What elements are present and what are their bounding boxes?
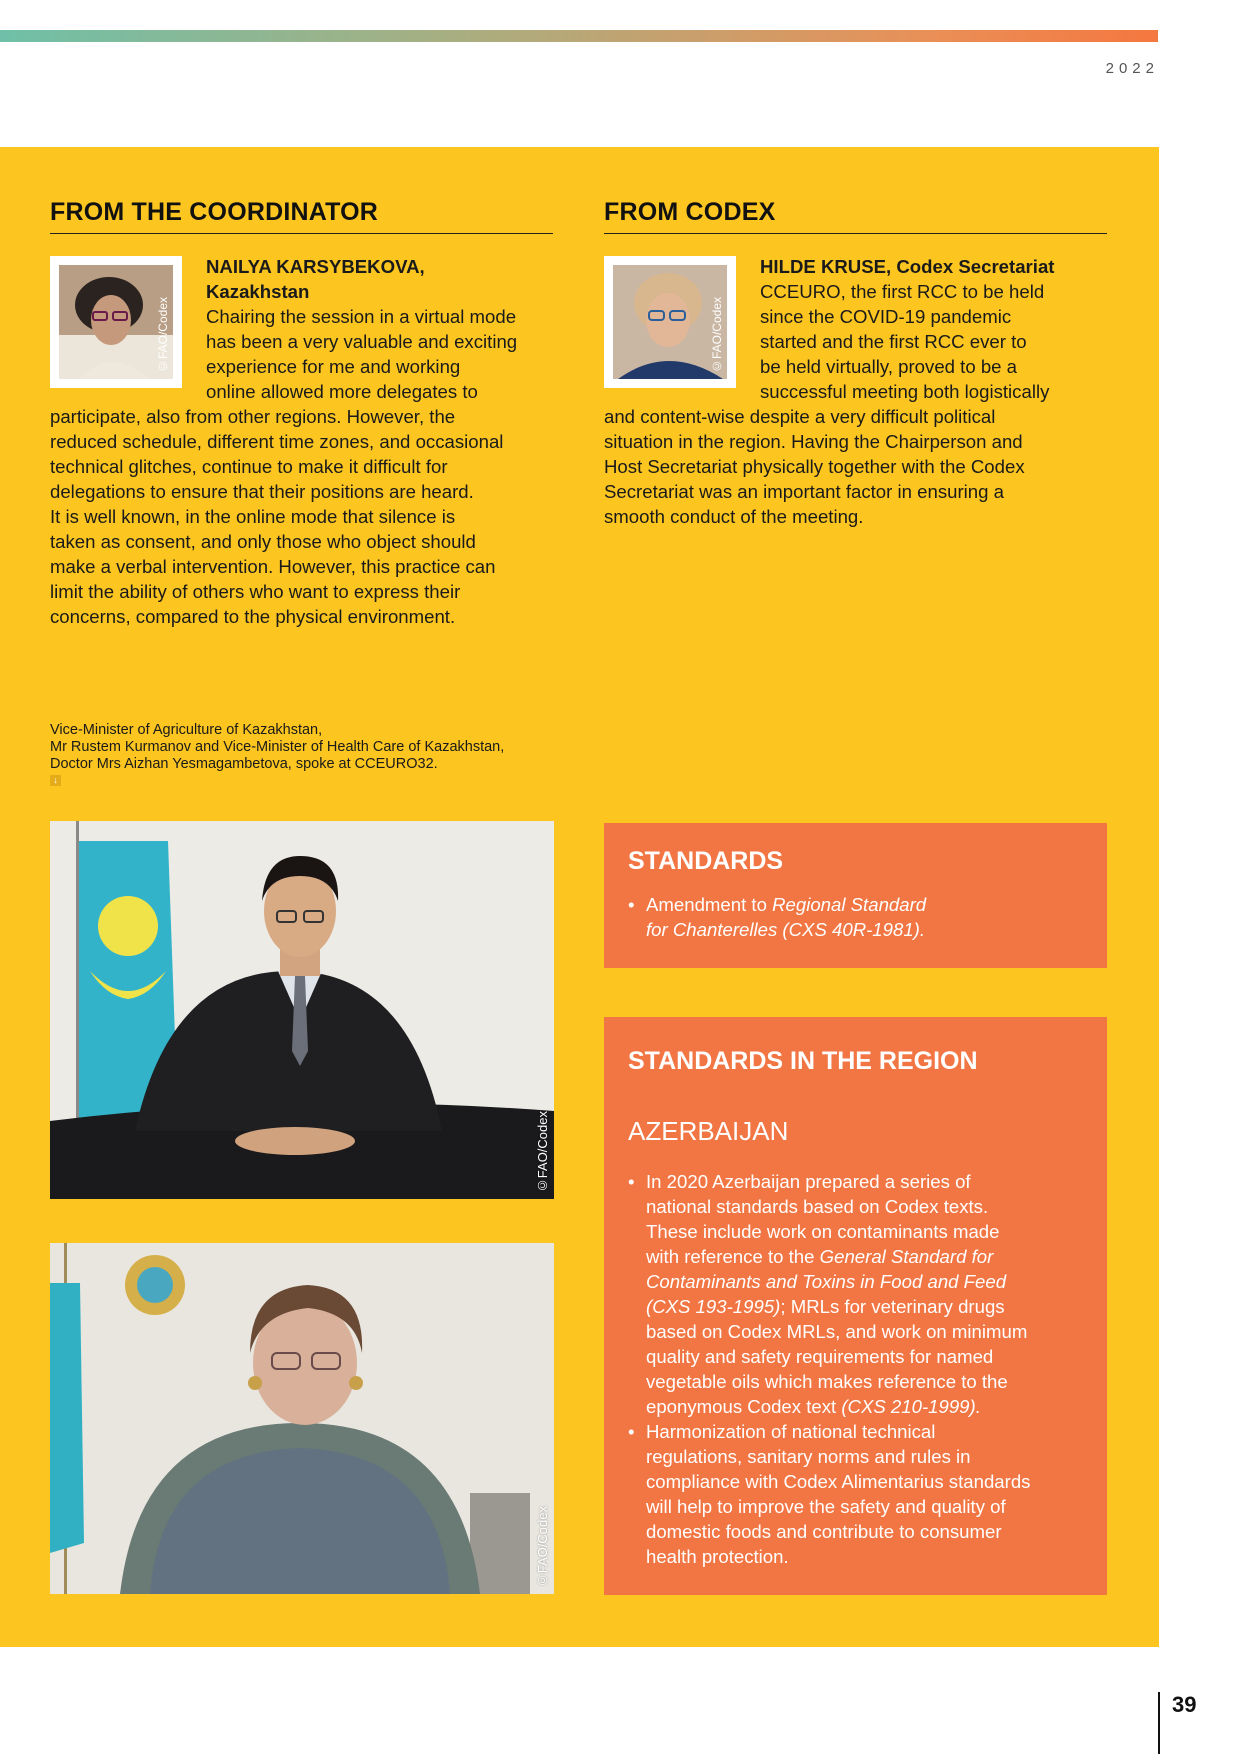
standards-box — [604, 823, 1107, 968]
text-line: Secretariat was an important factor in ensuring a — [604, 481, 1004, 502]
text-line: taken as consent, and only those who object should — [50, 531, 476, 552]
text-line: successful meeting both logistically — [760, 381, 1050, 402]
text-line: be held virtually, proved to be a — [760, 356, 1018, 377]
text-line: and content-wise despite a very difficult political — [604, 406, 996, 427]
text-line: based on Codex MRLs, and work on minimum — [646, 1321, 1028, 1342]
codex-heading: FROM CODEX — [604, 198, 1107, 234]
text-line: vegetable oils which makes reference to the — [646, 1371, 1008, 1392]
codex-name: HILDE KRUSE, Codex Secretariat — [760, 256, 1055, 277]
text-line: quality and safety requirements for named — [646, 1346, 994, 1367]
text-punct: . — [975, 1396, 981, 1417]
photo-illustration — [50, 821, 554, 1199]
text-line: limit the ability of others who want to express their — [50, 581, 461, 602]
caption-line: Mr Rustem Kurmanov and Vice-Minister of Health Care of Kazakhstan, — [50, 739, 505, 755]
text-line: with reference to the — [646, 1246, 820, 1267]
text-line: domestic foods and contribute to consumer — [646, 1521, 1002, 1542]
list-item — [628, 892, 1083, 942]
region-heading: STANDARDS IN THE REGION — [628, 1047, 978, 1075]
coordinator-heading: FROM THE COORDINATOR — [50, 198, 553, 234]
list-item — [628, 1169, 1083, 1419]
region-standards-box — [604, 1017, 1107, 1595]
text-line: delegations to ensure that their positions are heard. — [50, 481, 474, 502]
standard-code: (CXS 193-1995) — [646, 1296, 781, 1317]
text-line: smooth conduct of the meeting. — [604, 506, 864, 527]
coordinator-name: NAILYA KARSYBEKOVA, — [206, 256, 425, 277]
text-line: has been a very valuable and exciting — [206, 331, 518, 352]
text-line: compliance with Codex Alimentarius standards — [646, 1471, 1031, 1492]
standards-item-text: Amendment to — [646, 894, 773, 915]
arrow-down-icon: ↓ — [50, 775, 61, 786]
caption-line: Doctor Mrs Aizhan Yesmagambetova, spoke at CCEURO32. — [50, 756, 438, 772]
header-gradient-bar — [0, 30, 1158, 42]
photo2-credit: ©FAO/Codex — [535, 1505, 550, 1588]
standards-item-title: for Chanterelles (CXS 40R-1981) — [646, 919, 920, 940]
photo1-credit: ©FAO/Codex — [535, 1110, 550, 1193]
text-line: national standards based on Codex texts. — [646, 1196, 989, 1217]
text-line: eponymous Codex text — [646, 1396, 842, 1417]
text-line: Chairing the session in a virtual mode — [206, 306, 517, 327]
standards-item-punct: . — [919, 919, 926, 940]
caption-line: Vice-Minister of Agriculture of Kazakhstan, — [50, 722, 323, 738]
standards-heading: STANDARDS — [628, 847, 784, 875]
standards-item-title: Regional Standard — [772, 894, 927, 915]
text-line: reduced schedule, different time zones, and occasional — [50, 431, 504, 452]
text-line: ; MRLs for veterinary drugs — [780, 1296, 1005, 1317]
text-line: situation in the region. Having the Chairperson and — [604, 431, 1023, 452]
standards-list — [628, 892, 1083, 942]
text-line: experience for me and working — [206, 356, 461, 377]
codex-text — [604, 254, 1114, 529]
list-item — [628, 1419, 1083, 1569]
text-line: It is well known, in the online mode that silence is — [50, 506, 456, 527]
region-country: AZERBAIJAN — [628, 1116, 789, 1146]
text-line: regulations, sanitary norms and rules in — [646, 1446, 971, 1467]
photo-vice-minister-agriculture — [50, 821, 554, 1199]
text-line: make a verbal intervention. However, this practice can — [50, 556, 496, 577]
standard-title: General Standard for — [819, 1246, 994, 1267]
header-year: 2022 — [1105, 60, 1159, 77]
coordinator-text — [50, 254, 560, 629]
text-line: Host Secretariat physically together with the Codex — [604, 456, 1025, 477]
coordinator-photo-credit: ©FAO/Codex — [156, 296, 170, 373]
text-line: • In 2020 Azerbaijan prepared a series of — [646, 1171, 971, 1192]
text-line: concerns, compared to the physical environment. — [50, 606, 456, 627]
text-line: • Harmonization of national technical — [646, 1421, 936, 1442]
text-line: CCEURO, the first RCC to be held — [760, 281, 1045, 302]
standard-code: (CXS 210-1999) — [841, 1396, 976, 1417]
text-line: since the COVID-19 pandemic — [760, 306, 1012, 327]
text-line: started and the first RCC ever to — [760, 331, 1027, 352]
page-number: 39 — [1158, 1692, 1196, 1754]
text-line: will help to improve the safety and quality of — [646, 1496, 1006, 1517]
text-line: participate, also from other regions. However, the — [50, 406, 456, 427]
text-line: health protection. — [646, 1546, 789, 1567]
coordinator-country: Kazakhstan — [206, 281, 310, 302]
photo-illustration — [50, 1243, 554, 1594]
text-line: These include work on contaminants made — [646, 1221, 1000, 1242]
photo-caption — [50, 722, 560, 773]
region-list — [628, 1169, 1083, 1569]
standard-title: Contaminants and Toxins in Food and Feed — [646, 1271, 1007, 1292]
text-line: technical glitches, continue to make it difficult for — [50, 456, 448, 477]
photo-vice-minister-health — [50, 1243, 554, 1594]
codex-photo-credit: ©FAO/Codex — [710, 296, 724, 373]
text-line: online allowed more delegates to — [206, 381, 478, 402]
